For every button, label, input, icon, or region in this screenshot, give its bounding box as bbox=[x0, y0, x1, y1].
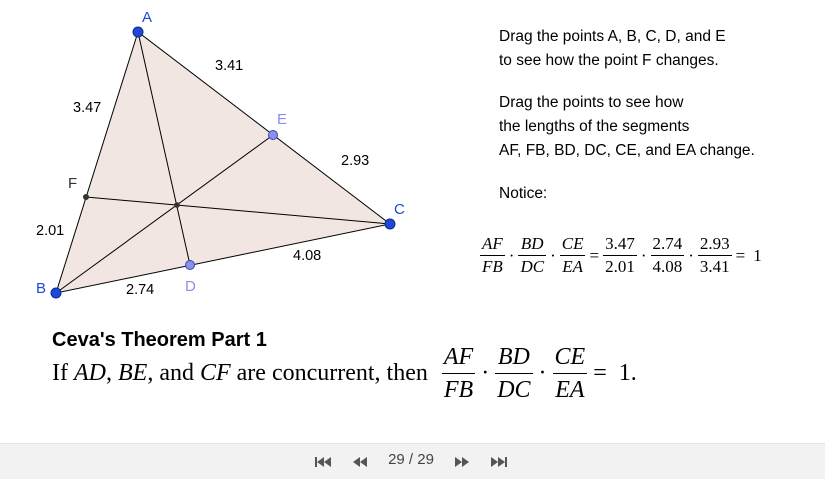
instruction-line-5: AF, FB, BD, DC, CE, and EA change. bbox=[499, 142, 755, 159]
triangle-diagram bbox=[0, 0, 470, 320]
length-dc: 4.08 bbox=[293, 248, 322, 264]
theorem-result: 1. bbox=[618, 360, 637, 386]
length-af: 3.47 bbox=[73, 100, 102, 116]
fraction-ce-ea: $\frac{CE}{EA}$ bbox=[561, 234, 584, 276]
first-page-button[interactable] bbox=[311, 453, 335, 471]
label-d: D bbox=[185, 278, 196, 295]
point-c[interactable] bbox=[385, 219, 395, 229]
point-b[interactable] bbox=[51, 288, 61, 298]
label-b: B bbox=[36, 280, 47, 297]
instruction-line-1: Drag the points A, B, C, D, and E bbox=[499, 28, 726, 45]
value-fraction-2: $\frac{2.74}{4.08}$ bbox=[652, 234, 683, 276]
last-page-icon bbox=[490, 456, 508, 468]
previous-page-button[interactable] bbox=[348, 453, 372, 471]
theorem-condition: If AD, BE, and CF are concurrent, then bbox=[52, 360, 428, 386]
point-a[interactable] bbox=[133, 27, 143, 37]
label-a: A bbox=[142, 9, 153, 26]
instruction-line-4: the lengths of the segments bbox=[499, 118, 690, 135]
value-fraction-1: $\frac{3.47}{2.01}$ bbox=[605, 234, 635, 276]
point-e[interactable] bbox=[269, 131, 278, 140]
concurrency-point bbox=[174, 202, 180, 208]
point-f bbox=[83, 194, 89, 200]
label-e: E bbox=[277, 111, 288, 128]
fraction-af-fb: $\frac{AF}{FB}$ bbox=[482, 234, 503, 276]
next-page-button[interactable] bbox=[450, 453, 474, 471]
label-c: C bbox=[394, 201, 405, 218]
length-fb: 2.01 bbox=[36, 223, 65, 239]
instruction-line-2: to see how the point F changes. bbox=[499, 52, 719, 69]
value-fraction-3: $\frac{2.93}{3.41}$ bbox=[699, 234, 730, 276]
notice-label: Notice: bbox=[499, 185, 548, 202]
ratio-product-formula: $\frac{AF}{FB}$ · $\frac{BD}{DC}$ · $\frac{CE}{EA}$ = $\frac{3.47}{2.01}$ · $\frac{2.74}{4.08}$ · $\frac{2.93}{3.41}$ = 1 bbox=[482, 234, 762, 276]
length-ec: 2.93 bbox=[341, 153, 370, 169]
page-indicator: 29 / 29 bbox=[388, 451, 434, 468]
previous-page-icon bbox=[351, 456, 369, 468]
theorem-fraction-af-fb: $\frac{AF}{FB}$ bbox=[442, 341, 475, 406]
theorem-fraction-ce-ea: $\frac{CE}{EA}$ bbox=[553, 341, 588, 406]
instruction-line-3: Drag the points to see how bbox=[499, 94, 684, 111]
label-f: F bbox=[68, 175, 78, 192]
theorem-statement: If AD, BE, and CF are concurrent, then $\frac{AF}{FB}$ · $\frac{BD}{DC}$ · $\frac{CE}{EA}$ = 1. bbox=[52, 341, 643, 406]
navigation-bar bbox=[0, 443, 825, 479]
next-page-icon bbox=[453, 456, 471, 468]
fraction-bd-dc: $\frac{BD}{DC}$ bbox=[520, 234, 545, 276]
theorem-title: Ceva's Theorem Part 1 bbox=[52, 329, 267, 351]
length-ae: 3.41 bbox=[215, 58, 244, 74]
first-page-icon bbox=[314, 456, 332, 468]
point-d[interactable] bbox=[186, 261, 195, 270]
formula-result: 1 bbox=[753, 245, 762, 265]
theorem-fraction-bd-dc: $\frac{BD}{DC}$ bbox=[495, 341, 532, 406]
length-bd: 2.74 bbox=[126, 282, 155, 298]
last-page-button[interactable] bbox=[487, 453, 511, 471]
